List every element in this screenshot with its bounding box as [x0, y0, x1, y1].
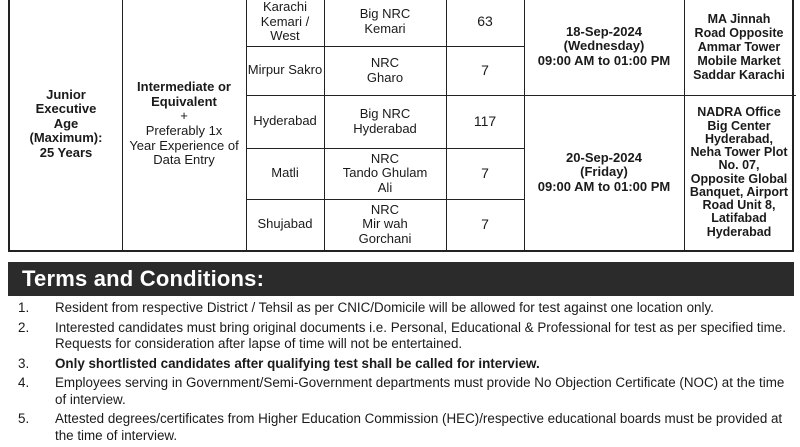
- list-item: [8, 356, 794, 373]
- location-cell: Shujabad: [257, 216, 313, 232]
- vacancy-count: 7: [481, 215, 489, 232]
- location-line: Karachi: [262, 0, 308, 15]
- address-line: Neha Tower Plot: [690, 145, 788, 159]
- address-line: Road Unit 8,: [702, 198, 776, 212]
- vacancy-count: 7: [481, 164, 489, 181]
- test-centre-cell: [324, 46, 446, 95]
- qualification-line: Data Entry: [153, 152, 215, 168]
- location-line: Kemari / West: [260, 13, 310, 44]
- post-line: Junior: [46, 86, 86, 102]
- test-schedule-cell: [524, 95, 684, 250]
- qualification-line: Equivalent: [151, 93, 217, 109]
- test-day: (Friday): [580, 164, 628, 180]
- address-line: NADRA Office: [697, 105, 781, 120]
- post-cell: [10, 0, 122, 250]
- centre-line: NRC: [370, 150, 400, 166]
- test-time: 09:00 AM to 01:00 PM: [537, 178, 671, 194]
- address-line: Road Opposite: [694, 25, 784, 40]
- qualification-line: Preferably 1x: [145, 123, 223, 138]
- address-line: Latifabad: [711, 211, 767, 226]
- test-date: 18-Sep-2024: [566, 23, 642, 39]
- term-number: 3.: [18, 355, 30, 371]
- term-number: 2.: [18, 319, 30, 335]
- test-time: 09:00 AM to 01:00 PM: [537, 52, 671, 68]
- address-line: Saddar Karachi: [693, 67, 785, 82]
- list-item: [8, 300, 794, 317]
- list-item: [8, 411, 794, 444]
- location-cell: Hyderabad: [253, 113, 317, 129]
- post-line: (Maximum):: [29, 130, 103, 146]
- venue-address-cell: [684, 0, 794, 95]
- centre-line: Hyderabad: [353, 120, 417, 136]
- qualification-line: Year Experience of: [129, 137, 239, 153]
- address-line: No. 07,: [718, 158, 760, 173]
- vacancy-count: 63: [477, 13, 493, 30]
- term-text: Interested candidates must bring original documents i.e. Personal, Educational & Professional for test as per specified time. Requests for consideration after lapse of time will not be entertained.: [55, 319, 786, 351]
- recruitment-table: [8, 0, 794, 252]
- term-number: 4.: [18, 375, 30, 390]
- centre-line: Ali: [377, 179, 393, 195]
- address-line: Banquet, Airport: [689, 184, 789, 199]
- plus-sign: +: [180, 108, 188, 124]
- address-line: Hyderabad,: [704, 131, 774, 146]
- address-line: Ammar Tower: [697, 39, 781, 54]
- terms-heading: Terms and Conditions:: [22, 266, 265, 291]
- location-cell: Matli: [271, 165, 299, 181]
- test-day: (Wednesday): [563, 38, 645, 54]
- post-line: 25 Years: [39, 144, 93, 160]
- centre-line: Gorchani: [358, 230, 412, 246]
- terms-list: [8, 300, 794, 447]
- term-number: 1.: [18, 300, 30, 315]
- post-line: Age: [53, 115, 79, 131]
- address-line: MA Jinnah: [707, 11, 771, 26]
- centre-line: NRC: [370, 201, 400, 217]
- centre-line: Gharo: [366, 69, 404, 85]
- term-text: Attested degrees/certificates from Higher Education Commission (HEC)/respective educational boards must be provided at the time of interview.: [55, 411, 783, 443]
- address-line: Big Center: [707, 118, 771, 133]
- post-line: Executive: [35, 101, 97, 117]
- test-centre-cell: [324, 199, 446, 250]
- address-line: Mobile Market: [697, 53, 781, 68]
- term-text: Only shortlisted candidates after qualifying test shall be called for interview.: [55, 355, 540, 371]
- list-item: [8, 375, 794, 408]
- test-centre-cell: [324, 0, 446, 46]
- term-text: Resident from respective District / Tehsil as per CNIC/Domicile will be allowed for test against one location only.: [55, 300, 714, 315]
- test-centre-cell: [324, 95, 446, 148]
- location-cell: [246, 0, 324, 46]
- test-date: 20-Sep-2024: [566, 149, 642, 165]
- centre-line: Mir wah: [362, 216, 408, 232]
- term-text: Employees serving in Government/Semi-Government departments must provide No Objection Certificate (NOC) at the time of interview.: [55, 375, 785, 407]
- qualification-line: Intermediate or: [137, 79, 231, 95]
- centre-line: Big NRC: [359, 6, 411, 22]
- address-line: Opposite Global: [690, 171, 788, 186]
- centre-line: NRC: [370, 54, 400, 70]
- qualification-cell: [122, 0, 246, 250]
- terms-heading-bar: [8, 262, 794, 296]
- location-cell: Mirpur Sakro: [247, 62, 323, 78]
- venue-address-cell: [684, 95, 794, 250]
- vacancy-count: 117: [473, 112, 497, 129]
- centre-line: Kemari: [364, 21, 406, 36]
- centre-line: Tando Ghulam: [342, 165, 428, 181]
- address-line: Hyderabad: [706, 224, 772, 239]
- vacancy-count: 7: [481, 61, 489, 78]
- centre-line: Big NRC: [359, 105, 411, 121]
- test-centre-cell: [324, 148, 446, 199]
- list-item: [8, 320, 794, 353]
- term-number: 5.: [18, 411, 30, 426]
- test-schedule-cell: [524, 0, 684, 95]
